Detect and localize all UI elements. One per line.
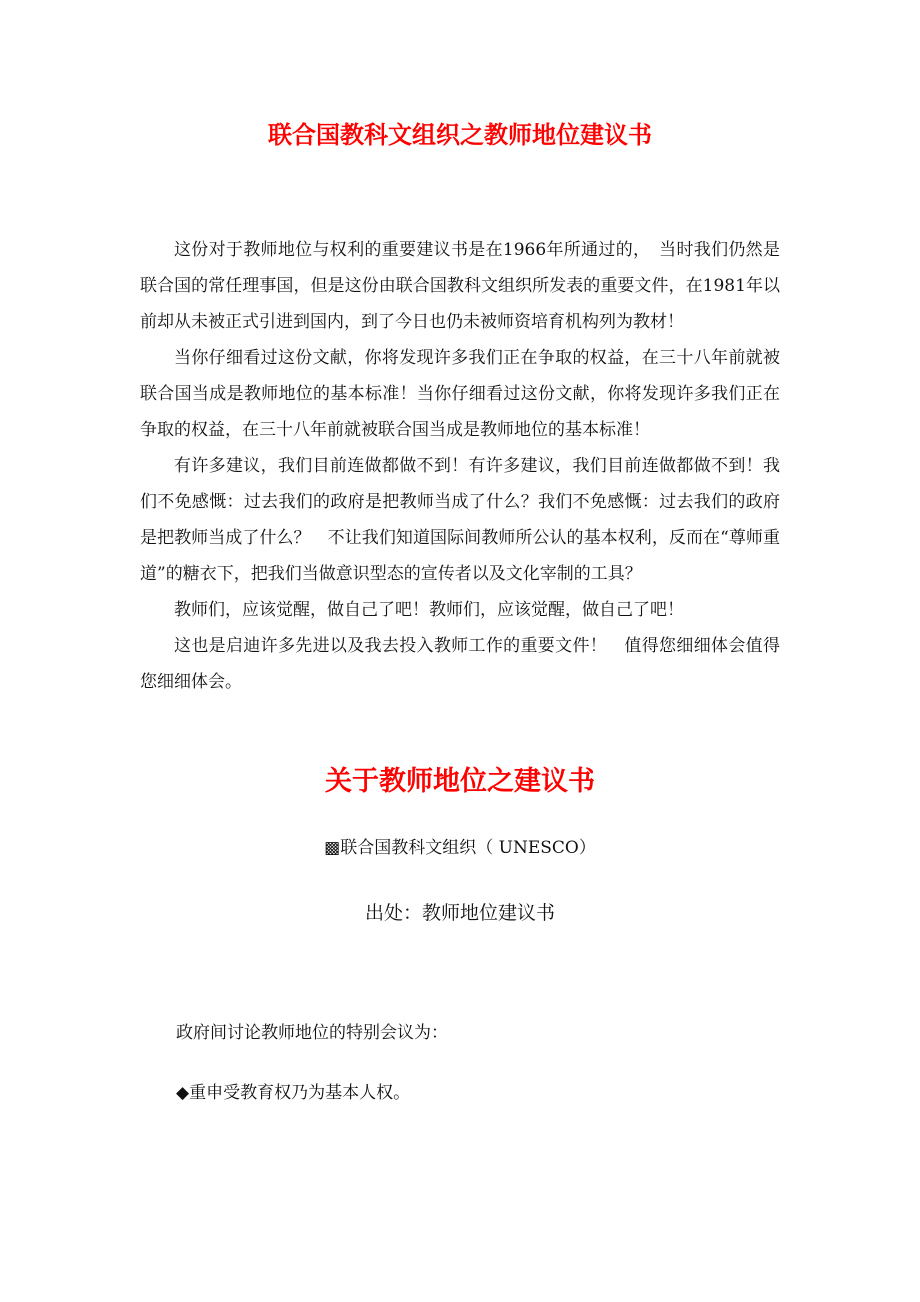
section-title: 关于教师地位之建议书 xyxy=(325,766,595,797)
paragraph-2: 当你仔细看过这份文献，你将发现许多我们正在争取的权益，在三十八年前就被联合国当成是教师地位的基本标准！当你仔细看过这份文献，你将发现许多我们正在争取的权益，在三十八年前就被联合国当成是教师地位的基本标准！ xyxy=(140,348,780,440)
paragraph-3: 有许多建议，我们目前连做都做不到！有许多建议，我们目前连做都做不到！我们不免感慨：过去我们的政府是把教师当成了什么？我们不免感慨：过去我们的政府是把教师当成了什么？ 不让我们知道国际间教师所公认的基本权利，反而在“尊师重道”的糖衣下，把我们当做意识型态的宣传者以及文化宰制的工具？ xyxy=(140,456,780,584)
bullet-item: ◆重申受教育权乃为基本人权。 xyxy=(176,1083,411,1103)
intro-line: 政府间讨论教师地位的特别会议为： xyxy=(176,1023,448,1043)
body-text xyxy=(140,232,780,700)
source-line: 出处：教师地位建议书 xyxy=(364,902,555,924)
document-title: 联合国教科文组织之教师地位建议书 xyxy=(268,121,652,149)
paragraph-4: 教师们，应该觉醒，做自己了吧！教师们，应该觉醒，做自己了吧！ xyxy=(174,600,684,620)
paragraph-1: 这份对于教师地位与权利的重要建议书是在1966年所通过的， 当时我们仍然是联合国的常任理事国，但是这份由联合国教科文组织所发表的重要文件，在1981年以前却从未被正式引进到国内，到了今日也仍未被师资培育机构列为教材！ xyxy=(140,240,780,332)
paragraph-5: 这也是启迪许多先进以及我去投入教师工作的重要文件！ 值得您细细体会值得您细细体会。 xyxy=(140,636,780,692)
organization-line: ▩联合国教科文组织（ UNESCO） xyxy=(324,838,596,858)
